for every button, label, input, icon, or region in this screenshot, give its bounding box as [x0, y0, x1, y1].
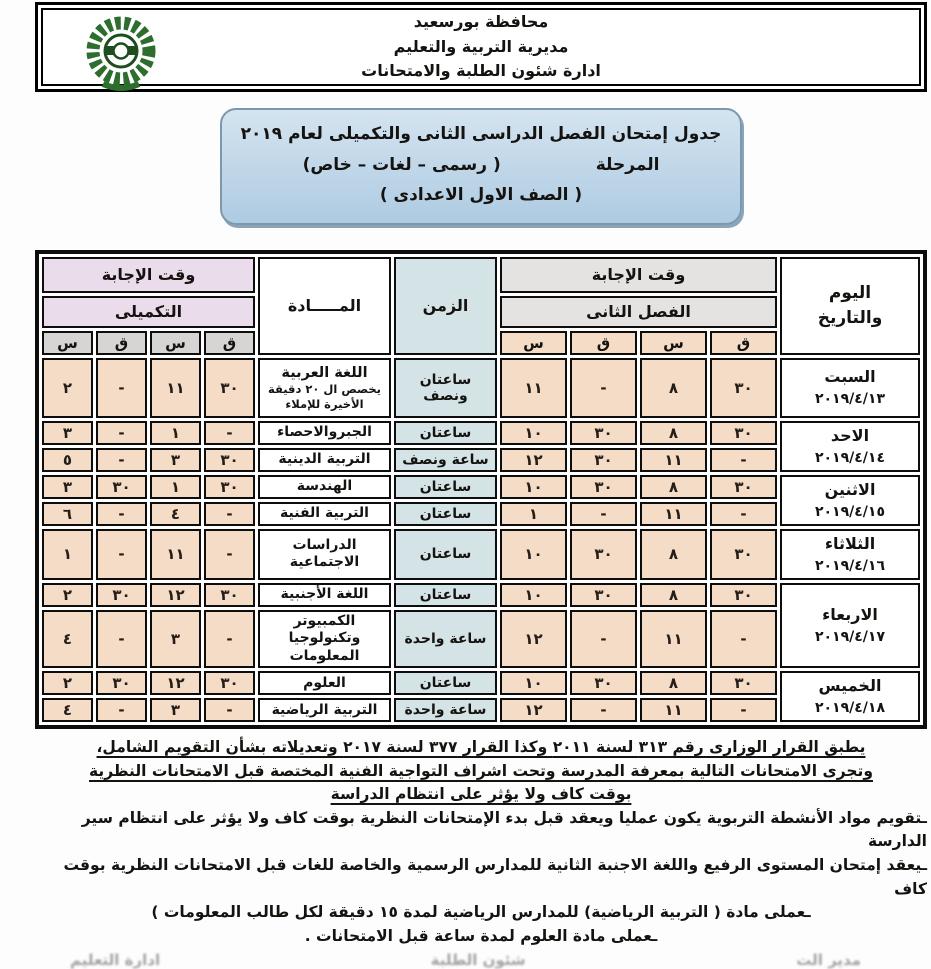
subheader-min: ق [204, 331, 255, 355]
note-line: وتجرى الامتحانات التالية بمعرفة المدرسة وتحت اشراف التواجية الفنية المختصة قبل الامتحانات النظرية [89, 761, 873, 780]
day-cell [780, 358, 920, 418]
org-name-line3: ادارة شئون الطلبة والامتحانات [361, 61, 601, 81]
time-cell: - [710, 698, 777, 722]
time-cell: ١١ [640, 502, 707, 526]
time-cell: ٨ [640, 421, 707, 445]
header-answer-time-second: وقت الإجابة [500, 257, 777, 293]
time-cell: ١٠ [500, 583, 567, 607]
subject-cell [258, 358, 391, 418]
day-date: ٢٠١٩/٤/١٥ [814, 503, 886, 520]
duration-cell: ساعة ونصف [394, 448, 497, 472]
subject-cell: التربية الفنية [258, 502, 391, 526]
subject-cell: الكمبيوتر وتكنولوجيا المعلومات [258, 610, 391, 669]
day-name: الثلاثاء [824, 533, 876, 553]
title-line-main: جدول إمتحان الفصل الدراسى الثانى والتكميلى لعام ٢٠١٩ [240, 124, 722, 144]
time-cell: ٣ [42, 475, 93, 499]
duration-cell: ساعتان [394, 421, 497, 445]
time-cell: - [710, 502, 777, 526]
time-cell: ١١ [150, 358, 201, 418]
time-cell: - [96, 529, 147, 580]
subject-cell: العلوم [258, 671, 391, 695]
day-name: الاربعاء [822, 605, 878, 625]
header-subject: المـــــادة [258, 257, 391, 355]
subheader-hour: س [42, 331, 93, 355]
time-cell: ٨ [640, 358, 707, 418]
time-cell: ٣ [150, 698, 201, 722]
time-cell: ٤ [150, 502, 201, 526]
time-cell: ١٢ [150, 671, 201, 695]
subheader-hour: س [150, 331, 201, 355]
time-cell: ١ [500, 502, 567, 526]
time-cell: ٣٠ [570, 475, 637, 499]
time-cell: ٣٠ [96, 583, 147, 607]
time-cell: - [96, 421, 147, 445]
table-row [42, 475, 920, 499]
duration-cell: ساعتان [394, 671, 497, 695]
time-cell: ٣ [150, 448, 201, 472]
header-day-date [780, 257, 920, 355]
day-cell [780, 583, 920, 669]
table-row [42, 358, 920, 418]
time-cell: ٣٠ [570, 529, 637, 580]
time-cell: - [204, 698, 255, 722]
time-cell: - [570, 358, 637, 418]
duration-cell: ساعتان [394, 475, 497, 499]
day-cell [780, 475, 920, 526]
day-date: ٢٠١٩/٤/١٦ [814, 557, 886, 574]
day-cell [780, 529, 920, 580]
time-cell: ٨ [640, 583, 707, 607]
header-day-line2: والتاريخ [817, 307, 883, 328]
subheader-min: ق [570, 331, 637, 355]
table-row [42, 421, 920, 445]
footer-notes [35, 736, 927, 948]
time-cell: ١١ [640, 698, 707, 722]
time-cell: ١٠ [500, 671, 567, 695]
exam-title-box [220, 108, 742, 225]
time-cell: - [96, 502, 147, 526]
time-cell: ١٢ [500, 448, 567, 472]
time-cell: ١ [42, 529, 93, 580]
table-row [42, 671, 920, 695]
org-name-line1: محافظة بورسعيد [413, 11, 549, 31]
stage-types: ( رسمى – لغات – خاص) [302, 154, 501, 175]
time-cell: - [570, 610, 637, 669]
time-cell: ٣٠ [710, 671, 777, 695]
note-line: ـيعقد إمتحان المستوى الرفيع واللغة الاجنبة الثانية للمدارس الرسمية والخاصة للغات قبل الامتحانات النظرية بوقت كاف [63, 856, 927, 898]
header-duration: الزمن [394, 257, 497, 355]
time-cell: ٣٠ [204, 475, 255, 499]
time-cell: ٣٠ [204, 583, 255, 607]
stage-label: المرحلة [595, 154, 660, 175]
org-name-line2: مديرية التربية والتعليم [393, 36, 569, 56]
header-second-term: الفصل الثانى [500, 296, 777, 328]
duration-cell: ساعة واحدة [394, 698, 497, 722]
table-row [42, 583, 920, 607]
subject-cell: اللغة الأجنبية [258, 583, 391, 607]
day-date: ٢٠١٩/٤/١٨ [814, 700, 886, 717]
duration-cell: ساعتان [394, 529, 497, 580]
header-day-line1: اليوم [828, 283, 872, 304]
subject-name: اللغة العربية [281, 364, 368, 381]
subject-cell: الجبروالاحصاء [258, 421, 391, 445]
day-date: ٢٠١٩/٤/١٤ [814, 449, 886, 466]
time-cell: ٣٠ [204, 448, 255, 472]
time-cell: - [204, 421, 255, 445]
time-cell: ١٢ [150, 583, 201, 607]
title-line-grade: ( الصف الاول الاعدادى ) [379, 185, 583, 206]
subheader-hour: س [500, 331, 567, 355]
subject-cell: الهندسة [258, 475, 391, 499]
time-cell: ٣٠ [710, 421, 777, 445]
day-date: ٢٠١٩/٤/١٣ [814, 391, 886, 408]
subheader-min: ق [96, 331, 147, 355]
day-date: ٢٠١٩/٤/١٧ [814, 629, 886, 646]
governorate-wreath-logo-icon [73, 8, 169, 98]
subheader-min: ق [710, 331, 777, 355]
time-cell: ١ [150, 475, 201, 499]
subject-cell: التربية الرياضية [258, 698, 391, 722]
subject-cell: الدراسات الاجتماعية [258, 529, 391, 580]
subject-cell: التربية الدينية [258, 448, 391, 472]
time-cell: - [204, 502, 255, 526]
time-cell: ٣٠ [204, 671, 255, 695]
time-cell: - [96, 698, 147, 722]
time-cell: ٨ [640, 475, 707, 499]
note-line: بوقت كاف ولا يؤثر على انتظام الدراسة [330, 785, 632, 804]
time-cell: ١٠ [500, 421, 567, 445]
time-cell: - [710, 448, 777, 472]
subject-note: يخصص ال ٢٠ دقيقة الأخيرة للإملاء [267, 381, 381, 411]
day-name: الاحد [830, 425, 870, 445]
duration-cell: ساعتان [394, 502, 497, 526]
time-cell: ٦ [42, 502, 93, 526]
org-header-text [361, 10, 601, 84]
duration-cell: ساعتان [394, 583, 497, 607]
time-cell: ٤ [42, 610, 93, 669]
duration-cell: ساعة واحدة [394, 610, 497, 669]
exam-schedule-table [35, 250, 927, 730]
day-cell [780, 421, 920, 472]
note-line: ـتقويم مواد الأنشطة التربوية يكون عمليا ويعقد قبل بدء الإمتحانات النظرية بوقت كاف ولا يؤثر على انتظام سير الدارسة [81, 808, 927, 851]
duration-cell: ساعتان ونصف [394, 358, 497, 418]
time-cell: - [570, 502, 637, 526]
time-cell: ٣٠ [96, 671, 147, 695]
time-cell: ٣٠ [710, 475, 777, 499]
time-cell: ١١ [640, 610, 707, 669]
day-name: الاثنين [824, 479, 876, 499]
day-cell [780, 671, 920, 722]
time-cell: ١٠ [500, 475, 567, 499]
time-cell: ١١ [500, 358, 567, 418]
day-name: الخميس [818, 676, 882, 696]
time-cell: ٣٠ [570, 421, 637, 445]
cutoff-fragment: شئون الطلبة [430, 951, 526, 969]
org-header-box [41, 8, 921, 86]
time-cell: ٣٠ [570, 448, 637, 472]
org-header-frame [35, 2, 927, 92]
cutoff-fragment: مدير الت [796, 951, 861, 969]
time-cell: ١٢ [500, 698, 567, 722]
time-cell: ٤ [42, 698, 93, 722]
table-row [42, 529, 920, 580]
time-cell: ٢ [42, 583, 93, 607]
header-supplementary: التكميلى [42, 296, 255, 328]
time-cell: - [96, 358, 147, 418]
time-cell: ١١ [640, 448, 707, 472]
time-cell: ٣٠ [710, 583, 777, 607]
time-cell: ٥ [42, 448, 93, 472]
time-cell: ٣٠ [710, 358, 777, 418]
time-cell: ١١ [150, 529, 201, 580]
time-cell: ٣٠ [710, 529, 777, 580]
time-cell: - [710, 610, 777, 669]
time-cell: ١٢ [500, 610, 567, 669]
time-cell: ٢ [42, 358, 93, 418]
subheader-hour: س [640, 331, 707, 355]
time-cell: ١ [150, 421, 201, 445]
time-cell: ٣٠ [204, 358, 255, 418]
note-line: يطبق القرار الوزارى رقم ٣١٣ لسنة ٢٠١١ وكذا القرار ٣٧٧ لسنة ٢٠١٧ وتعديلاته بشأن التقويم الشامل، [96, 738, 866, 757]
title-line-stage [232, 150, 730, 181]
time-cell: ١٠ [500, 529, 567, 580]
time-cell: - [96, 610, 147, 669]
time-cell: - [570, 698, 637, 722]
time-cell: ٣٠ [570, 671, 637, 695]
time-cell: - [204, 529, 255, 580]
note-line: ـعملى مادة العلوم لمدة ساعة قبل الامتحانات . [304, 926, 658, 945]
time-cell: ٣٠ [96, 475, 147, 499]
cutoff-fragment: ادارة التعليم [70, 951, 161, 969]
cutoff-signature-line [0, 951, 931, 969]
note-line: ـعملى مادة ( التربية الرياضية) للمدارس الرياضية لمدة ١٥ دقيقة لكل طالب المعلومات ) [151, 903, 811, 922]
time-cell: - [204, 610, 255, 669]
time-cell: ٨ [640, 671, 707, 695]
time-cell: ٨ [640, 529, 707, 580]
day-name: السبت [824, 367, 876, 387]
time-cell: ٢ [42, 671, 93, 695]
time-cell: ٣ [150, 610, 201, 669]
time-cell: ٣٠ [570, 583, 637, 607]
header-answer-time-supp: وقت الإجابة [42, 257, 255, 293]
time-cell: - [96, 448, 147, 472]
time-cell: ٣ [42, 421, 93, 445]
